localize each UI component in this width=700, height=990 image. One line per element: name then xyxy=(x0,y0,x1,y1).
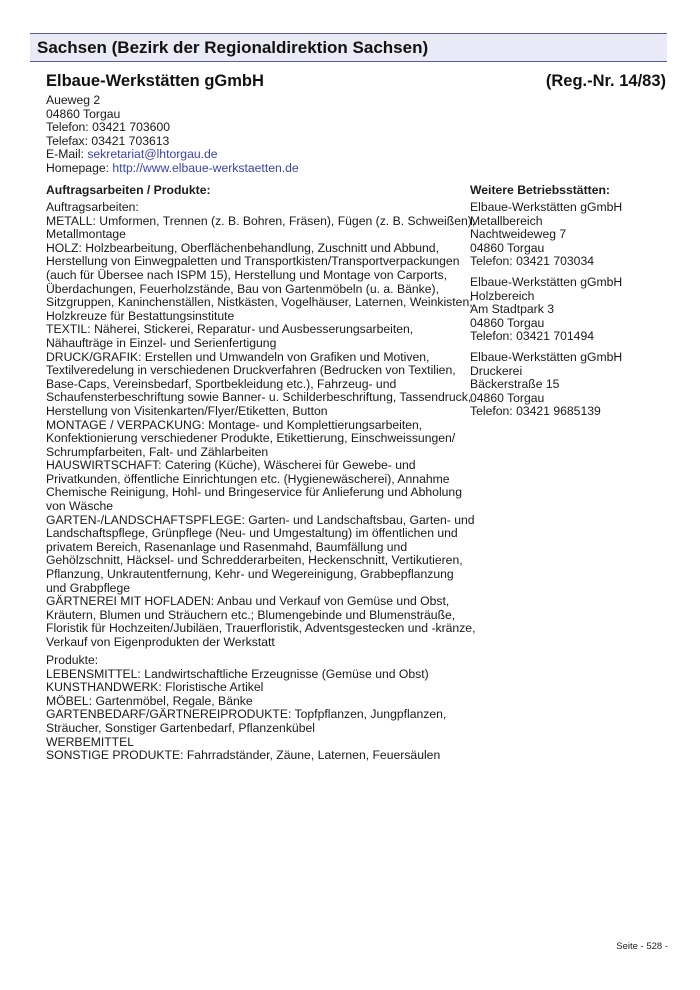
branch-street: Am Stadtpark 3 xyxy=(470,302,554,317)
branch-city: 04860 Torgau xyxy=(470,390,545,405)
produkte-line: MÖBEL: Gartenmöbel, Regale, Bänke xyxy=(46,693,253,708)
homepage-line xyxy=(46,162,446,176)
email-link[interactable]: sekretariat@lhtorgau.de xyxy=(87,147,218,162)
auftrag-line: Überdachungen, Feuerholzstände, Bau von Gartenmöbeln (u. a. Bänke), xyxy=(46,281,439,296)
branch-dept: Druckerei xyxy=(470,363,523,378)
auftrag-line: Textilveredelung in verschiedenen Druckverfahren (Bedrucken von Textilien, xyxy=(46,363,456,378)
auftrag-line: Schrumpfarbeiten, Falt- und Zählarbeiten xyxy=(46,444,269,459)
auftrag-line: Konfektionierung verschiedener Produkte, Etikettierung, Einschweissungen/ xyxy=(46,431,456,446)
auftrag-line: und Grabpflege xyxy=(46,580,131,595)
branch-name: Elbaue-Werkstätten gGmbH xyxy=(470,274,623,289)
branch-street: Bäckerstraße 15 xyxy=(470,377,560,392)
street: Aueweg 2 xyxy=(46,93,101,107)
auftrag-line: GÄRTNEREI MIT HOFLADEN: Anbau und Verkauf von Gemüse und Obst, xyxy=(46,594,450,609)
auftrag-line: HAUSWIRTSCHAFT: Catering (Küche), Wäscherei für Gewebe- und xyxy=(46,458,416,473)
produkte-line: WERBEMITTEL xyxy=(46,734,135,749)
auftrag-line: von Wäsche xyxy=(46,499,114,514)
auftrag-line: Metallmontage xyxy=(46,227,126,242)
produkte-line: Produkte: xyxy=(46,653,99,667)
branch-phone: Telefon: 03421 701494 xyxy=(470,329,595,344)
auftrag-line: Floristik für Hochzeiten/Jubiläen, Trauerfloristik, Adventsgestecken und -kränze, xyxy=(46,621,476,636)
branch-dept: Metallbereich xyxy=(470,213,543,228)
branch-dept: Holzbereich xyxy=(470,288,535,303)
auftrag-line: Pflanzung, Unkrautentfernung, Kehr- und Wegereinigung, Grabbepflanzung xyxy=(46,567,454,582)
produkte-line: GARTENBEDARF/GÄRTNEREIPRODUKTE: Topfpflanzen, Jungpflanzen, xyxy=(46,707,447,722)
branch-entry xyxy=(470,276,622,344)
produkte-line: Sträucher, Sonstiger Gartenbedarf, Pflanzenkübel xyxy=(46,720,315,735)
auftrag-line: Gehölzschnitt, Häcksel- und Schredderarbeiten, Heckenschnitt, Vertikutieren, xyxy=(46,553,463,568)
produkte-line: LEBENSMITTEL: Landwirtschaftliche Erzeugnisse (Gemüse und Obst) xyxy=(46,666,429,681)
branch-street: Nachtweideweg 7 xyxy=(470,227,567,242)
region-title: Sachsen (Bezirk der Regionaldirektion Sachsen) xyxy=(37,38,429,57)
produkte-list xyxy=(46,654,446,763)
produkte-line: KUNSTHANDWERK: Floristische Artikel xyxy=(46,680,264,695)
page-number: Seite - 528 - xyxy=(616,941,668,952)
branch-name: Elbaue-Werkstätten gGmbH xyxy=(470,200,623,214)
homepage-link[interactable]: http://www.elbaue-werkstaetten.de xyxy=(112,160,299,175)
auftrag-line: Verkauf von Eigenprodukten der Werkstatt xyxy=(46,635,275,649)
email-label: E-Mail: xyxy=(46,147,88,162)
city: 04860 Torgau xyxy=(46,106,121,121)
branch-phone: Telefon: 03421 9685139 xyxy=(470,404,601,419)
company-name: Elbaue-Werkstätten gGmbH xyxy=(46,72,264,90)
homepage-label: Homepage: xyxy=(46,160,113,175)
auftrag-line: privatem Bereich, Rasenanlage und Rasenmahd, Baumfällung und xyxy=(46,539,408,554)
branch-entry xyxy=(470,351,622,419)
auftrag-line: Schaufensterbeschriftung sowie Banner- u. Schilderbeschriftung, Tassendruck, xyxy=(46,390,472,405)
produkte-line: SONSTIGE PRODUKTE: Fahrradständer, Zäune, Laternen, Feuersäulen xyxy=(46,748,441,763)
branch-city: 04860 Torgau xyxy=(470,240,545,255)
auftrag-line: Kräutern, Blumen und Sträuchern etc.; Blumengebinde und Blumensträuße, xyxy=(46,607,456,622)
auftrag-line: TEXTIL: Näherei, Stickerei, Reparatur- und Ausbesserungsarbeiten, xyxy=(46,322,414,337)
auftrag-line: Privatkunden, öffentliche Einrichtungen etc. (Hygienewäscherei), Annahme xyxy=(46,471,450,486)
branch-phone: Telefon: 03421 703034 xyxy=(470,254,595,269)
auftrag-line: Holzkreuze für Bestattungsinstitute xyxy=(46,308,235,323)
auftrag-line: MONTAGE / VERPACKUNG: Montage- und Komplettierungsarbeiten, xyxy=(46,417,423,432)
fax: Telefax: 03421 703613 xyxy=(46,133,170,148)
auftrag-line: Auftragsarbeiten: xyxy=(46,200,139,214)
auftrag-line: Sitzgruppen, Kaninchenställen, Nistkästen, Vogelhäuser, Laternen, Weinkisten; xyxy=(46,295,473,310)
auftrag-line: Chemische Reinigung, Hohl- und Bringeservice für Anlieferung und Abholung xyxy=(46,485,462,500)
auftrag-line: GARTEN-/LANDSCHAFTSPFLEGE: Garten- und Landschaftsbau, Garten- und xyxy=(46,512,475,527)
branch-name: Elbaue-Werkstätten gGmbH xyxy=(470,349,623,364)
branches-heading: Weitere Betriebsstätten: xyxy=(470,183,610,197)
email-line xyxy=(46,148,446,162)
auftrag-line: (auch für Übersee nach ISPM 15), Herstellung und Montage von Carports, xyxy=(46,267,448,282)
auftrag-list xyxy=(46,201,475,650)
auftrag-line: DRUCK/GRAFIK: Erstellen und Umwandeln von Grafiken und Motiven, xyxy=(46,349,430,364)
auftrag-line: Herstellung von Visitenkarten/Flyer/Etiketten, Button xyxy=(46,403,328,418)
region-header xyxy=(30,33,667,62)
auftrag-line: Base-Caps, Vereinsbedarf, Sportbekleidung etc.), Fahrzeug- und xyxy=(46,376,397,391)
phone: Telefon: 03421 703600 xyxy=(46,120,171,135)
auftrag-heading: Auftragsarbeiten / Produkte: xyxy=(46,183,211,197)
auftrag-line: HOLZ: Holzbearbeitung, Oberflächenbehandlung, Zuschnitt und Abbund, xyxy=(46,240,439,255)
registration-number: (Reg.-Nr. 14/83) xyxy=(545,72,666,90)
branch-entry xyxy=(470,201,622,269)
auftrag-line: Landschaftspflege, Grünpflege (Neu- und Umgestaltung) im öffentlichen und xyxy=(46,526,458,541)
branches-list xyxy=(470,201,622,426)
branch-city: 04860 Torgau xyxy=(470,315,545,330)
contact-block xyxy=(46,94,446,176)
auftrag-line: METALL: Umformen, Trennen (z. B. Bohren, Fräsen), Fügen (z. B. Schweißen), xyxy=(46,213,476,228)
auftrag-line: Herstellung von Einwegpaletten und Transportkisten/Transportverpackungen xyxy=(46,254,460,269)
auftrag-line: Nähaufträge in Einzel- und Serienfertigung xyxy=(46,335,277,350)
